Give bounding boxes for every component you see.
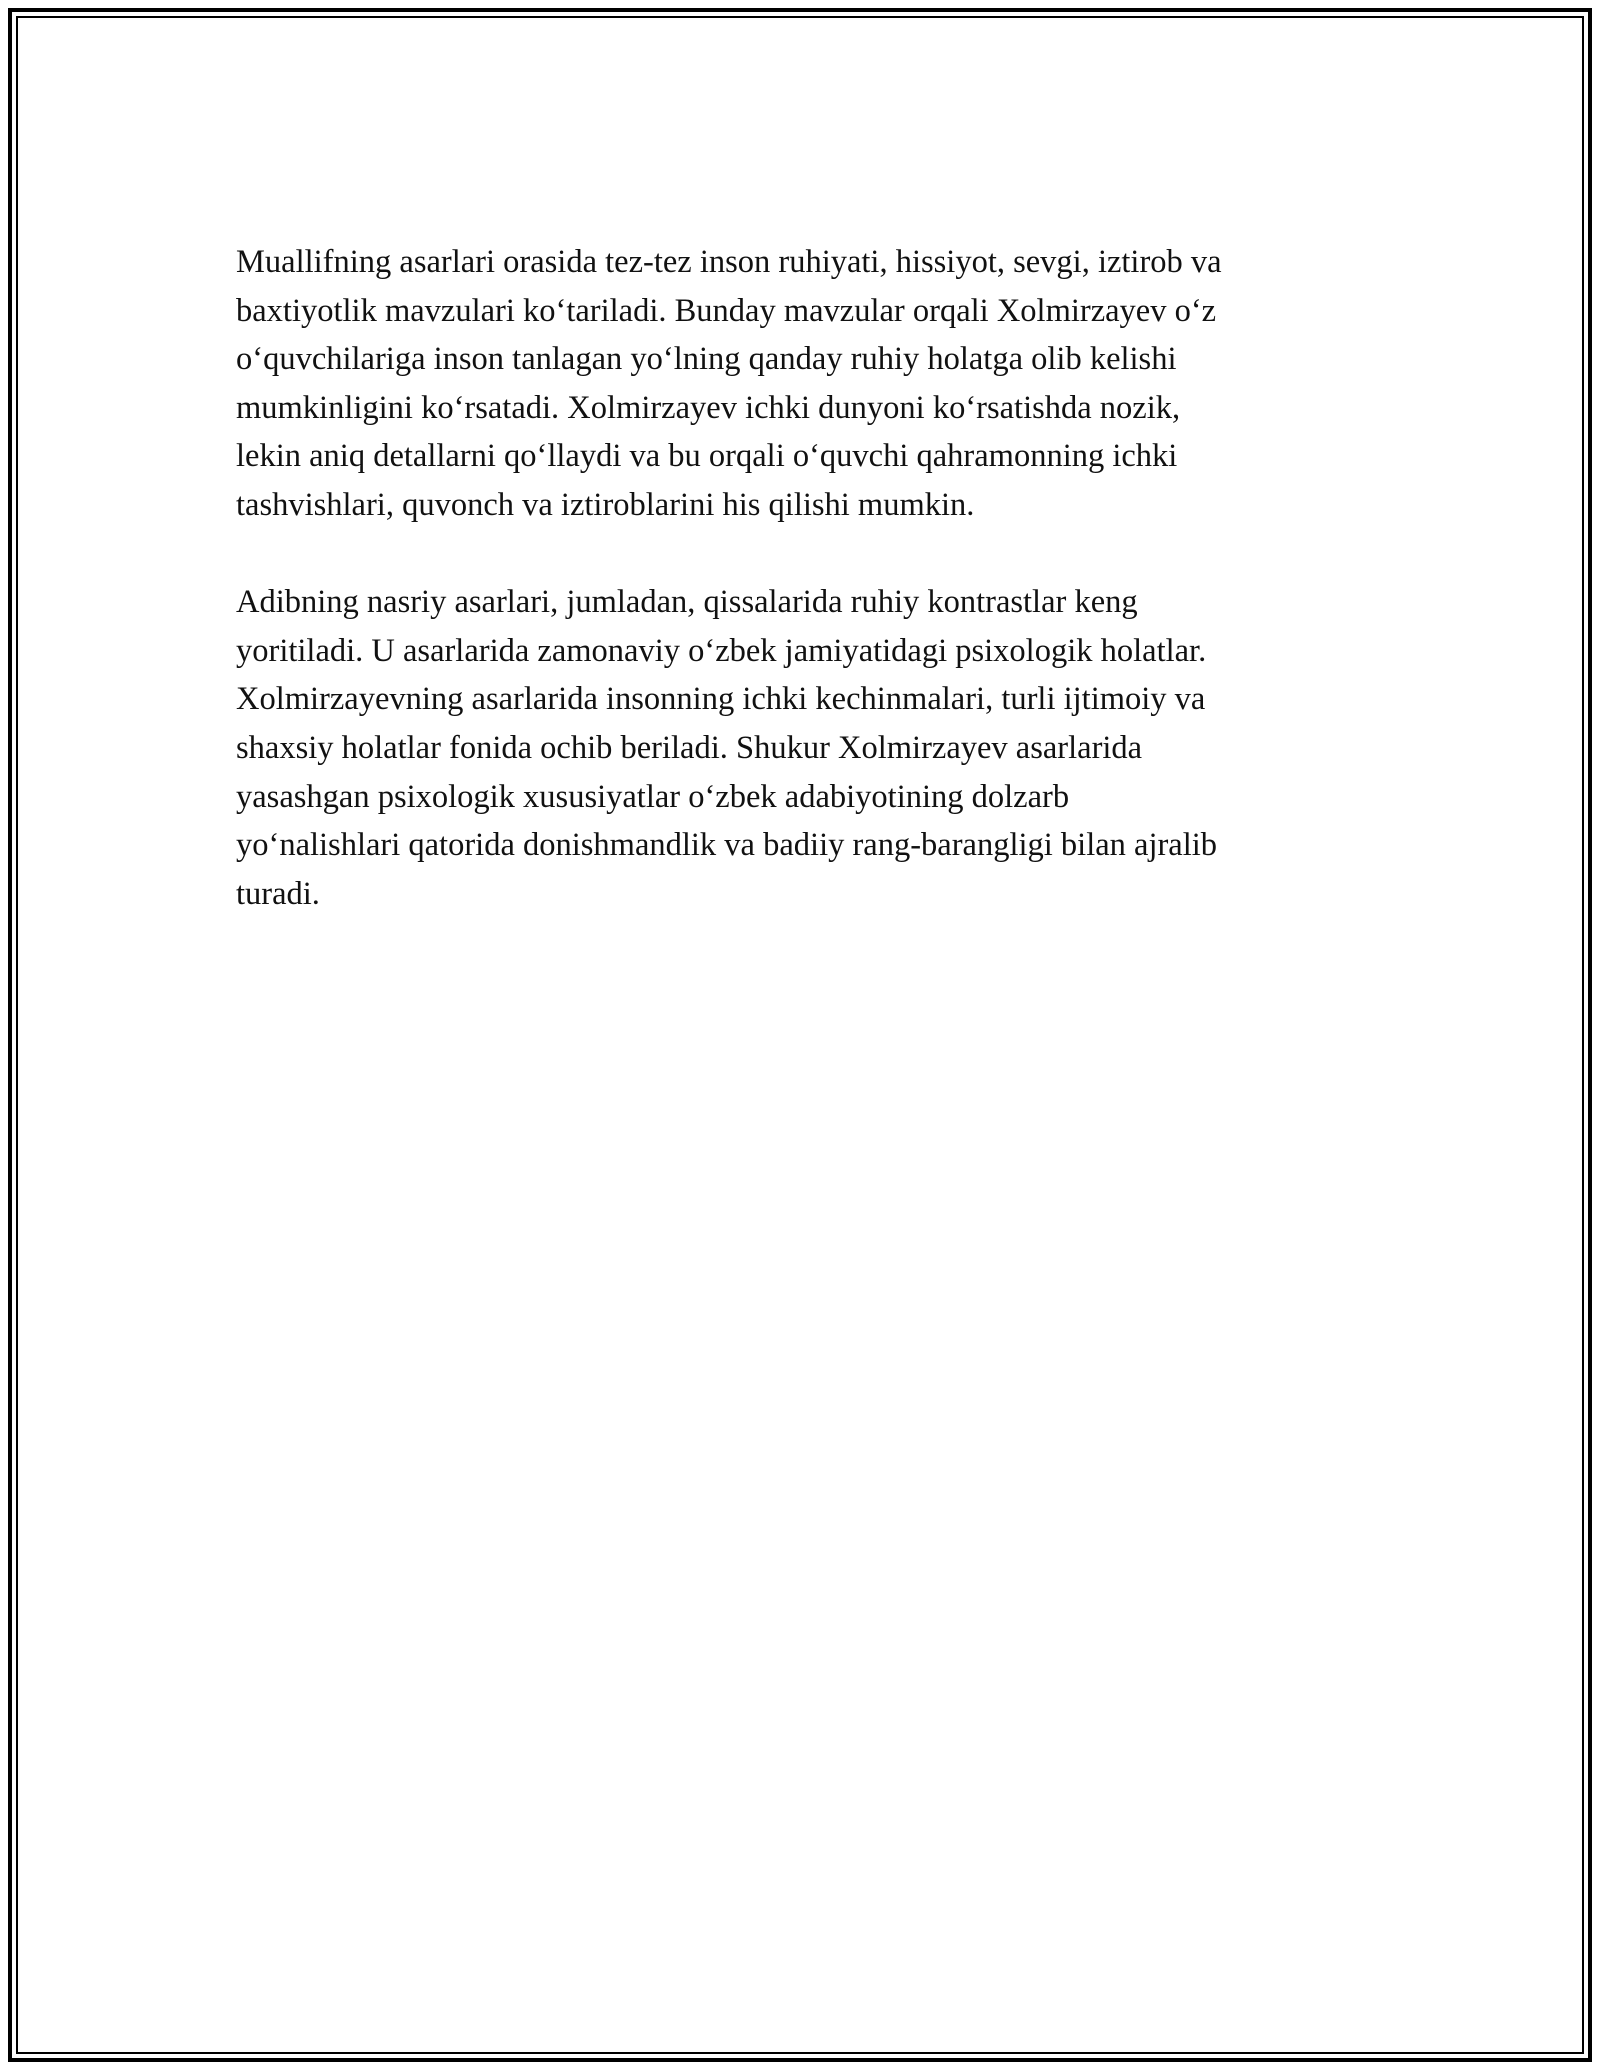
- paragraph-1: Muallifning asarlari orasida tez-tez inson ruhiyati, hissiyot, sevgi, iztirob va baxtiyotlik mavzulari ko‘tariladi. Bunday mavzular orqali Xolmirzayev o‘z o‘quvchilariga inson tanlagan yo‘lning qanday ruhiy holatga olib kelishi mumkinligini ko‘rsatadi. Xolmirzayev ichki dunyoni ko‘rsatishda nozik, lekin aniq detallarni qo‘llaydi va bu orqali o‘quvchi qahramonning ichki tashvishlari, quvonch va iztiroblarini his qilishi mumkin.: [236, 244, 1222, 523]
- paragraph-2: Adibning nasriy asarlari, jumladan, qissalarida ruhiy kontrastlar keng yoritiladi. U asarlarida zamonaviy o‘zbek jamiyatidagi psixologik holatlar. Xolmirzayevning asarlarida insonning ichki kechinmalari, turli ijtimoiy va shaxsiy holatlar fonida ochib beriladi. Shukur Xolmirzayev asarlarida yasashgan psixologik xususiyatlar o‘zbek adabiyotining dolzarb yo‘nalishlari qatorida donishmandlik va badiiy rang-barangligi bilan ajralib turadi.: [236, 584, 1218, 912]
- document-body: [236, 238, 1366, 918]
